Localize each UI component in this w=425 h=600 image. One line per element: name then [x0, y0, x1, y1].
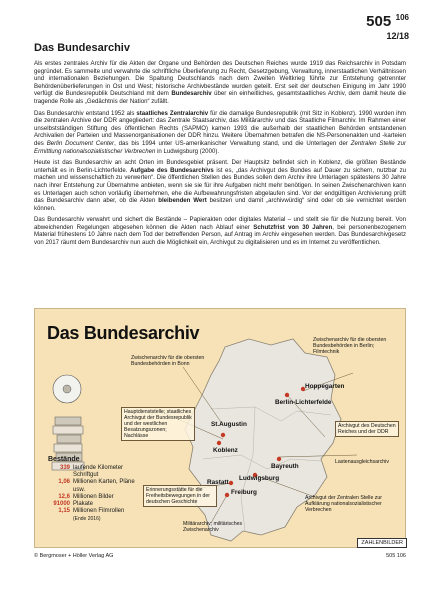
paragraph-1: Als erstes zentrales Archiv für die Akten der Organe und Behörden des Deutschen Reiches wurde 1919 das Reichsarchiv in Potsdam gegründet. Es sammelte und verwahrte die schriftliche Überlieferung zu Recht, Gesetzgebung, Verwaltung, innerstaatlichen Verhältnissen und internationalen Beziehungen. Die Spaltung Deutschlands nach dem Zweiten Weltkrieg führte zur Entstehung getrennter Behördenüberlieferungen in Ost und West; historische Archivbestände wurden geteilt. Erst seit der deutschen Einigung im Jahr 1990 verfügt die Bundesrepublik Deutschland mit dem Bundesarchiv über ein einheitliches, gesamtstaatliches Archiv, dem damit heute die tragende Rolle als „Gedächtnis der Nation“ zufällt. — [34, 60, 406, 105]
copyright: © Bergmoser + Höller Verlag AG — [34, 553, 114, 559]
sheet-number — [366, 14, 409, 41]
holdings-row: 1,06 Millionen Karten, Pläne usw. — [58, 479, 135, 493]
callout-koblenz: Hauptdienststelle; staatliches Archivgut der Bundesrepublik und der westlichen Besatzungszonen; Nachlässe — [121, 407, 195, 441]
sheet-date: 12/18 — [386, 31, 409, 41]
holdings-row: 91000 Plakate — [53, 501, 94, 508]
holdings-note: (Ende 2016) — [73, 516, 101, 523]
city-ludwigsburg: Ludwigsburg — [239, 475, 280, 482]
paragraph-3: Heute ist das Bundesarchiv an acht Orten im Bundesgebiet präsent. Der Hauptsitz befindet sich in Koblenz, die größten Bestände unterhält es in Berlin-Lichterfelde. Aufgabe des Bundesarchivs ist es, „das Archivgut des Bundes auf Dauer zu sichern, nutzbar zu machen und wissenschaftlich zu verwerten“. Die öffentlichen Stellen des Bundes sollen dem Archiv ihre Unterlagen spätestens 30 Jahre nach ihrer Entstehung zur Übernahme anbieten, wenn sie sie für ihre Aufgaben nicht mehr benötigen. In seinen Zwischenarchiven kann es Unterlagen auch schon vorläufig übernehmen, ehe die Aufbewahrungsfristen abgelaufen sind. Vor der endgültigen Archivierung prüft das Bundesarchiv dann aber, ob die Akten bleibenden Wert besitzen und damit „archivwürdig“ sind oder ob sie vernichtet werden können. — [34, 159, 407, 212]
callout-rastatt: Erinnerungsstätte für die Freiheitsbewegungen in der deutschen Geschichte — [143, 485, 217, 507]
page-title: Das Bundesarchiv — [34, 42, 130, 54]
city-koblenz: Koblenz — [213, 447, 238, 454]
page-footer — [34, 552, 406, 562]
footer-sheet-number: 505 106 — [386, 553, 406, 559]
callout-bayreuth: Lastenausgleichsarchiv — [335, 459, 389, 465]
article-body — [34, 60, 406, 251]
sheet-number-sub: 106 — [395, 13, 409, 22]
city-bayreuth: Bayreuth — [271, 463, 299, 470]
publisher-logo: ZAHLENBILDER — [357, 538, 407, 548]
sheet-number-main: 505 — [366, 13, 392, 30]
holdings-heading: Bestände — [48, 456, 80, 463]
city-rastatt: Rastatt — [207, 479, 229, 486]
paragraph-4: Das Bundesarchiv verwahrt und sichert die Bestände – Papierakten oder digitales Material – und stellt sie für die Nutzung bereit. Von abweichenden Regelungen abgesehen können die Akten nach Ablauf einer Schutzfrist von 30 Jahren, bei personenbezogenem Material frühestens 10 Jahre nach dem Tod der betreffenden Person, auf Antrag im Archiv eingesehen werden. Das Bundesarchivgesetz von 2017 räumt dem Bundesarchiv nun auch die Möglichkeit ein, Archivgut zu digitalisieren und es im Internet zu veröffentlichen. — [34, 216, 407, 247]
holdings-row: 339 laufende Kilometer Schriftgut — [59, 465, 124, 479]
city-st-augustin: St.Augustin — [211, 421, 247, 428]
city-hoppegarten: Hoppegarten — [305, 383, 345, 390]
callout-lichterfelde: Archivgut des Deutschen Reiches und der DDR — [335, 421, 399, 437]
callout-bonn: Zwischenarchiv für die obersten Bundesbehörden in Bonn — [131, 355, 205, 367]
callout-freiburg: Militärarchiv; militärisches Zwischenarchiv — [183, 521, 243, 533]
holdings-row: 12,6 Millionen Bilder — [58, 493, 114, 500]
infographic-title: Das Bundesarchiv — [47, 323, 200, 343]
city-berlin-lichterfelde: Berlin-Lichterfelde — [275, 399, 332, 406]
city-freiburg: Freiburg — [231, 489, 257, 496]
callout-ludwigsburg: Archivgut der Zentralen Stelle zur Aufklärung nationalsozialistischer Verbrechen — [305, 495, 382, 513]
holdings-list — [48, 456, 143, 522]
callout-berlin-filmtechnik: Zwischenarchiv für die obersten Bundesbehörden in Berlin; Filmtechnik — [313, 337, 387, 355]
paragraph-2: Das Bundesarchiv entstand 1952 als staatliches Zentralarchiv für die damalige Bundesrepublik (mit Sitz in Koblenz). 1990 wurden ihm die zentralen Archive der DDR angegliedert: das Zentrale Staatsarchiv, das Militärarchiv und das Staatliche Filmarchiv. Im Rahmen einer unselbstständigen Stiftung des öffentlichen Rechts (SAPMO) kamen 1993 die außerhalb der staatlichen Behörden entstandenen Archivalien der Parteien und Massenorganisationen der DDR hinzu. Weitere Übernahmen betrafen die NS-Personenakten und -karteien des Berlin Document Center, das bis 1994 unter US-amerikanischer Verwaltung stand, und die Unterlagen der Zentralen Stelle zur Ermittlung nationalsozialistischer Verbrechen in Ludwigsburg (2000). — [34, 109, 406, 155]
holdings-row: 1,15 Millionen Filmrollen — [58, 508, 125, 515]
